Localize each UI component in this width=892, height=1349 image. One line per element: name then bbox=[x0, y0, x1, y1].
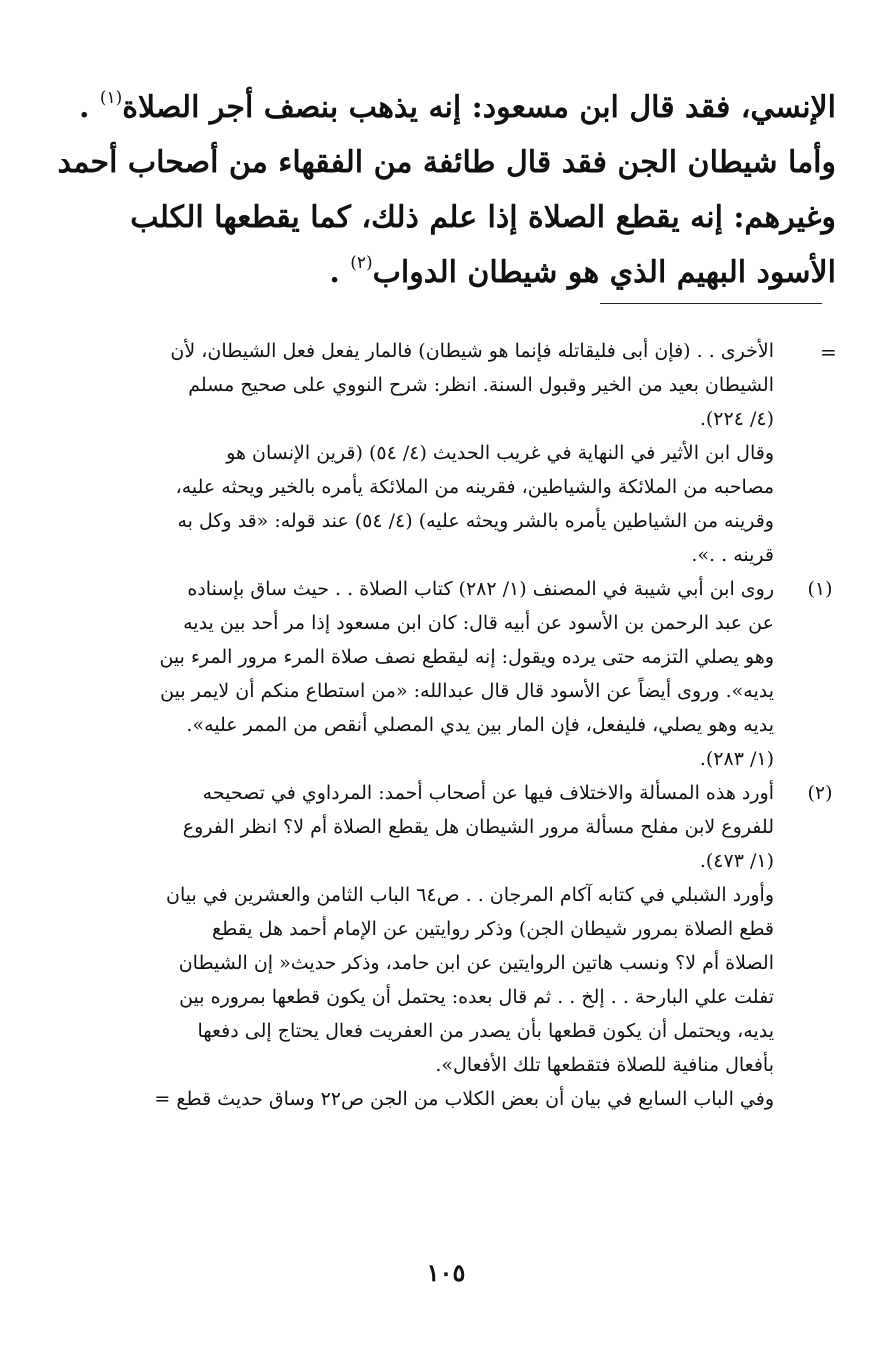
footnote-2-continued bbox=[140, 878, 840, 1082]
main-line bbox=[150, 245, 836, 300]
footnote-line: وقرينه من الشياطين يأمره بالشر ويحثه عليه) (٤/ ٥٤) عند قوله: «قد وكل به bbox=[177, 510, 774, 532]
main-text bbox=[57, 80, 836, 300]
continuation-mark: = bbox=[820, 340, 837, 364]
footnote-line: الصلاة أم لا؟ ونسب هاتين الروايتين عن ابن حامد، وذكر حديث« إن الشيطان bbox=[178, 952, 774, 974]
footnote-ref-2: (٢) bbox=[350, 253, 373, 273]
footnote-line: أورد هذه المسألة والاختلاف فيها عن أصحاب أحمد: المرداوي في تصحيحه bbox=[202, 782, 774, 804]
footnote-line: يديه وهو يصلي، فليفعل، فإن المار بين يدي المصلي أنقص من الممر عليه». bbox=[186, 714, 774, 736]
footnote-line: روى ابن أبي شيبة في المصنف (١/ ٢٨٢) كتاب الصلاة . . حيث ساق بإسناده bbox=[187, 578, 774, 600]
footnote-2-continued-more bbox=[140, 1082, 840, 1116]
footnote-continued bbox=[140, 334, 840, 572]
footnote-line: وأورد الشبلي في كتابه آكام المرجان . . ص٦٤ الباب الثامن والعشرين في بيان bbox=[166, 884, 774, 906]
footnote-line: مصاحبه من الملائكة والشياطين، فقرينه من الملائكة يأمره بالخير ويحثه عليه، bbox=[175, 476, 774, 498]
footnote-1 bbox=[140, 572, 840, 776]
main-line: وأما شيطان الجن فقد قال طائفة من الفقهاء من أصحاب أحمد bbox=[57, 145, 836, 180]
footnote-line: الشيطان بعيد من الخير وقبول السنة. انظر: شرح النووي على صحيح مسلم bbox=[188, 374, 774, 396]
footnote-line: (٤/ ٢٢٤). bbox=[699, 408, 774, 430]
footnote-line: قرينه . .». bbox=[691, 544, 774, 566]
main-line: وغيرهم: إنه يقطع الصلاة إذا علم ذلك، كما يقطعها الكلب bbox=[130, 200, 836, 235]
footnote-line: يديه». وروى أيضاً عن الأسود قال قال عبدالله: «من استطاع منكم أن لايمر بين bbox=[160, 680, 774, 702]
main-line-text: الإنسي، فقد قال ابن مسعود: إنه يذهب بنصف أجر الصلاة bbox=[122, 90, 836, 125]
footnote-2 bbox=[140, 776, 840, 878]
footnote-line: (١/ ٤٧٣). bbox=[699, 850, 774, 872]
footnote-number: (٢) bbox=[807, 782, 833, 804]
footnote-line: للفروع لابن مفلح مسألة مرور الشيطان هل يقطع الصلاة أم لا؟ انظر الفروع bbox=[182, 816, 774, 838]
main-line-end: . bbox=[329, 255, 351, 290]
footnote-line: قطع الصلاة بمرور شيطان الجن) وذكر روايتين عن الإمام أحمد هل يقطع bbox=[212, 918, 774, 940]
footnote-line: الأخرى . . (فإن أبى فليقاتله فإنما هو شيطان) فالمار يفعل فعل الشيطان، لأن bbox=[170, 340, 774, 362]
footnote-separator bbox=[600, 303, 822, 304]
main-line-end: . bbox=[78, 90, 100, 125]
footnote-line: تفلت علي البارحة . . إلخ . . ثم قال بعده: يحتمل أن يكون قطعها بمروره بين bbox=[179, 986, 774, 1008]
footnote-line: وفي الباب السابع في بيان أن بعض الكلاب من الجن ص٢٢ وساق حديث قطع = bbox=[154, 1088, 774, 1110]
main-line-text: الأسود البهيم الذي هو شيطان الدواب bbox=[372, 255, 836, 290]
footnote-line: وهو يصلي التزمه حتى يرده ويقول: إنه ليقطع نصف صلاة المرء مرور المرء بين bbox=[159, 646, 774, 668]
footnote-number: (١) bbox=[807, 578, 833, 600]
footnote-line: عن عبد الرحمن بن الأسود عن أبيه قال: كان ابن مسعود إذا مر أحد بين يديه bbox=[183, 612, 774, 634]
footnote-line: بأفعال منافية للصلاة فتقطعها تلك الأفعال». bbox=[435, 1054, 774, 1076]
page-number: ١٠٥ bbox=[426, 1258, 466, 1287]
footnote-line: يديه، ويحتمل أن يكون قطعها بأن يصدر من العفريت فعال يحتاج إلى دفعها bbox=[197, 1020, 774, 1042]
footnotes bbox=[140, 334, 840, 1116]
footnote-line: وقال ابن الأثير في النهاية في غريب الحديث (٤/ ٥٤) (قرين الإنسان هو bbox=[226, 442, 774, 464]
footnote-ref-1: (١) bbox=[99, 88, 123, 108]
footnote-line: (١/ ٢٨٣). bbox=[699, 748, 774, 770]
main-line bbox=[78, 80, 836, 135]
